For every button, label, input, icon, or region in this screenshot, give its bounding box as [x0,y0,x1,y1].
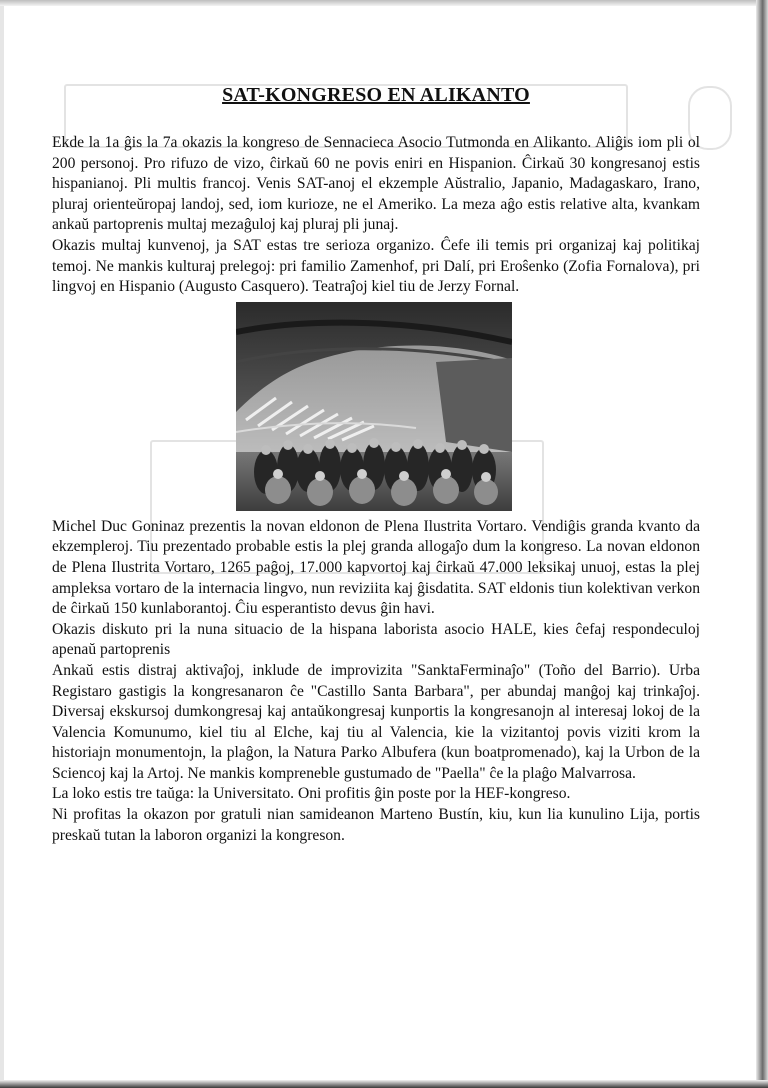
group-photo [236,302,512,511]
scan-edge-left [0,0,4,1088]
scan-edge-bottom [0,1080,768,1088]
article-title: SAT-KONGRESO EN ALIKANTO [222,84,530,106]
paragraph-intro: Ekde la 1a ĝis la 7a okazis la kongreso de Sennacieca Asocio Tutmonda en Alikanto. Aliĝis iom pli ol 200 personoj. Pro rifuzo de vizo, ĉirkaŭ 60 ne povis eniri en Hispanion. Ĉirkaŭ 30 kongresanoj estis hispanianoj. Pli multis francoj. Venis SAT-anoj el ekzemple Aŭstralio, Japanio, Madagaskaro, Irano, pluraj orienteŭropaj landoj, sed, iom kurioze, ne el Ameriko. La meza aĝo estis relative alta, kvankam ankaŭ partoprenis multaj mezaĝuloj kaj pluraj pli junaj. [52,134,700,234]
paragraph-thanks: Ni profitas la okazon por gratuli nian samideanon Marteno Bustín, kiu, kun lia kunulino Lija, portis preskaŭ tutan la laboron organizi la kongreson. [52,806,700,844]
scan-edge-right [756,0,768,1088]
photo-container [52,302,700,511]
document-page [52,78,700,846]
scan-edge-top [0,0,768,6]
paragraph-venue: La loko estis tre taŭga: la Universitato. Oni profitis ĝin poste por la HEF-kongreso. [52,785,571,803]
paragraph-meetings: Okazis multaj kunvenoj, ja SAT estas tre serioza organizo. Ĉefe ili temis pri organizaj kaj politikaj temoj. Ne mankis kulturaj prelegoj: pri familio Zamenhof, pri Dalí, pri Eroŝenko (Zofia Fornalova), pri lingvoj en Hispanio (Augusto Casquero). Teatraĵoj kiel tiu de Jerzy Fornal. [52,236,700,296]
paragraph-activities: Ankaŭ estis distraj aktivaĵoj, inklude de improvizita "SanktaFerminaĵo" (Toño del Barrio). Urba Registaro gastigis la kongresanaron ĉe "Castillo Santa Barbara", per abundaj manĝoj kaj trinkaĵoj. Diversaj ekskursoj dumkongresaj kaj antaŭkongresaj kunportis la kongresanojn al interesaj lokoj de la Valencia Komunumo, kiel tiu al Elche, kaj tiu al Valencia, kie la vizitantoj povis viziti krom la historiajn monumentojn, la plaĝon, la Natura Parko Albufera (kun boatpromenado), kaj la Urbon de la Sciencoj kaj la Artoj. Ne mankis kompreneble gustumado de "Paella" ĉe la plaĝo Malvarrosa. [52,661,700,782]
paragraph-hale: Okazis diskuto pri la nuna situacio de la hispana laborista asocio HALE, kies ĉefaj respondeculoj apenaŭ partoprenis [52,620,700,659]
paragraph-dictionary: Michel Duc Goninaz prezentis la novan eldonon de Plena Ilustrita Vortaro. Vendiĝis granda kvanto da ekzempleroj. Tiu prezentado probable estis la plej granda allogaĵo dum la kongreso. La novan eldonon de Plena Ilustrita Vortaro, 1265 paĝoj, 17.000 kapvortoj kaj ĉirkaŭ 47.000 leksikaj unuoj, estas la plej ampleksa vortaro de la internacia lingvo, nun reviziita kaj ĝisdatita. SAT eldonis tiun kolektivan verkon de ĉirkaŭ 150 kunlaborantoj. Ĉiu esperantisto devus ĝin havi. [52,517,700,618]
